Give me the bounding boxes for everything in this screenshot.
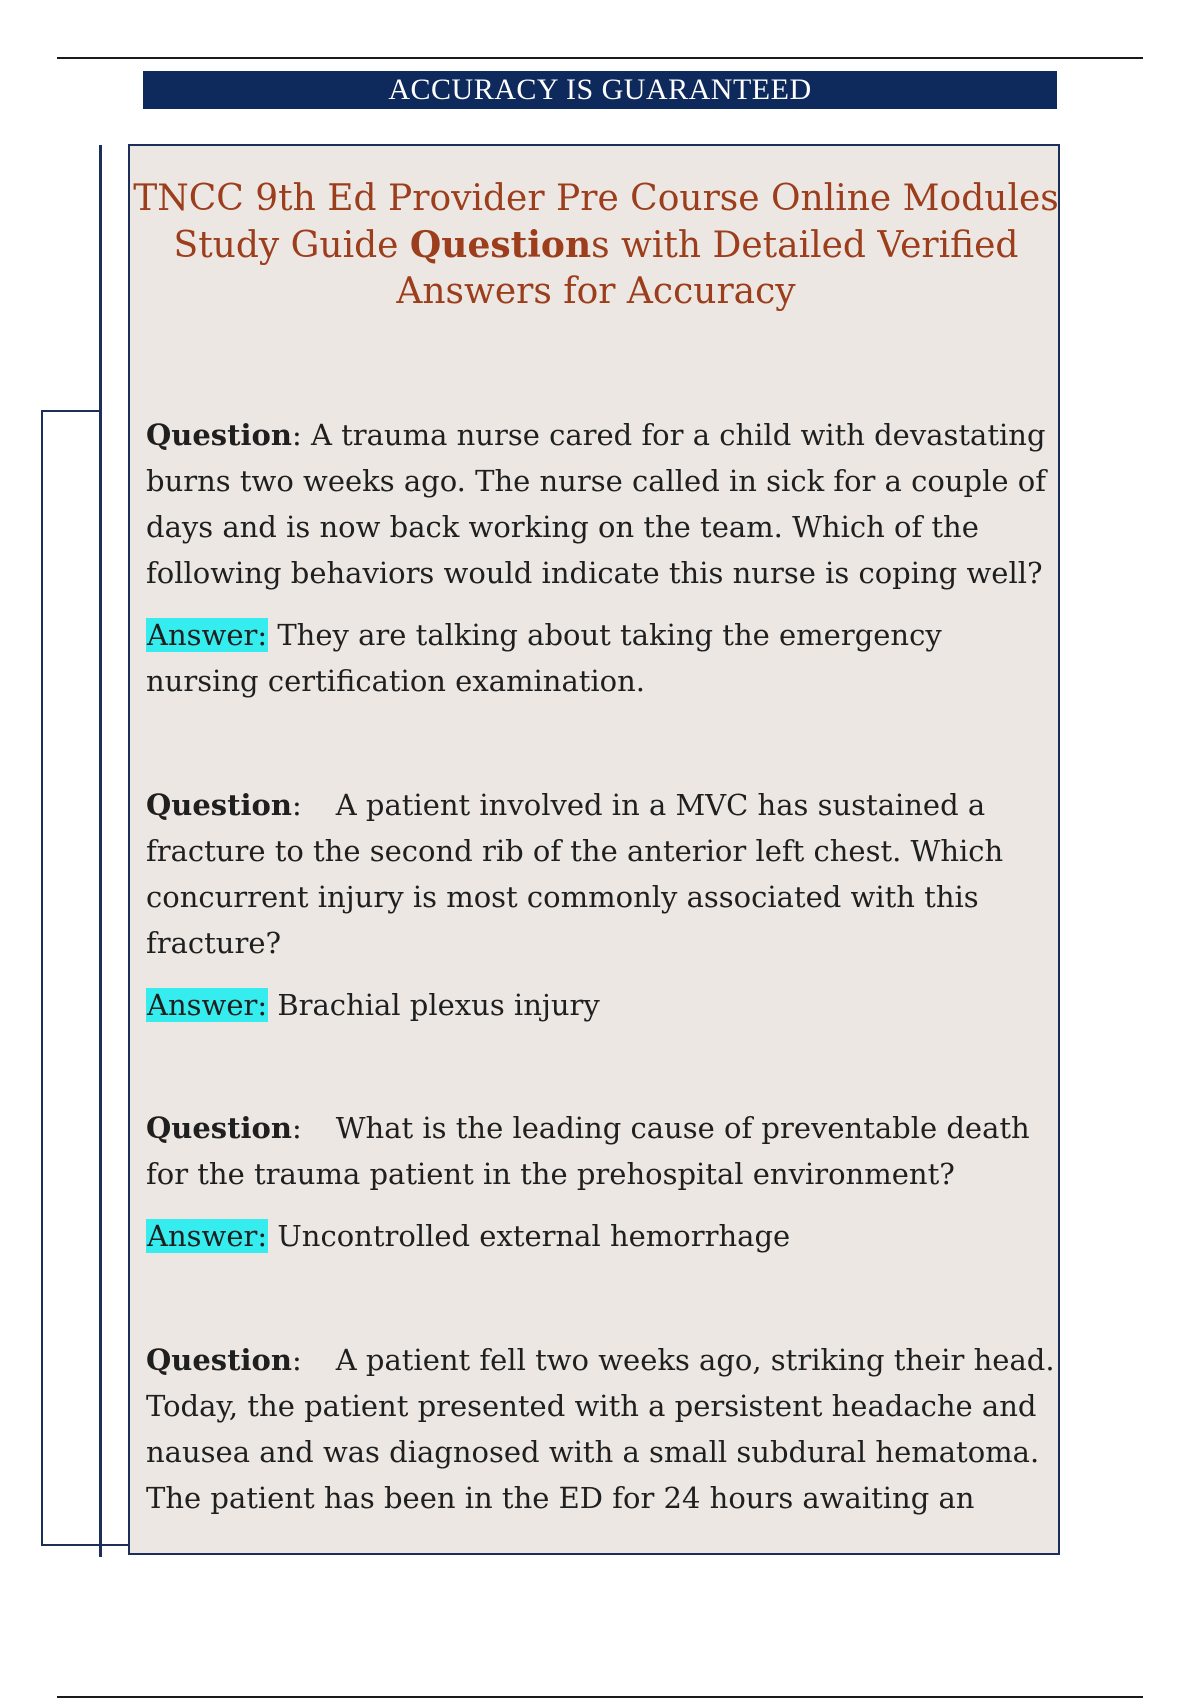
answer-body: Uncontrolled external hemorrhage — [277, 1219, 791, 1253]
question-text: Question: A trauma nurse cared for a child with devastating burns two weeks ago. The nurse called in sick for a couple of days and is now back working on the team. Which of the following behaviors would indicate this nurse is coping well? — [146, 418, 1046, 590]
question-body: What is the leading cause of preventable death for the trauma patient in the prehospital environment? — [146, 1111, 1030, 1191]
qa-item-3 — [146, 1105, 1058, 1259]
top-rule — [57, 57, 1143, 59]
qa-item-2 — [146, 782, 1058, 1028]
answer-label: Answer: — [147, 1219, 268, 1253]
qa-item-1 — [146, 412, 1058, 704]
question-text: Question: A patient fell two weeks ago, striking their head. Today, the patient presented with a persistent headache and nausea and was diagnosed with a small subdural hematoma. The patient has been in the ED for 24 hours awaiting an — [146, 1343, 1055, 1515]
qa-item-4 — [146, 1337, 1058, 1521]
title-bold-word: Question — [409, 224, 592, 266]
title-part-1: TNCC 9th Ed Provider Pre Course Online Modules Study Guide — [133, 178, 1059, 266]
question-text: Question: A patient involved in a MVC has sustained a fracture to the second rib of the anterior left chest. Which concurrent injury is most commonly associated with this fracture? — [146, 788, 1004, 960]
accuracy-banner: ACCURACY IS GUARANTEED — [143, 71, 1057, 109]
question-body: A patient involved in a MVC has sustained a fracture to the second rib of the anterior left chest. Which concurrent injury is most commonly associated with this fracture? — [146, 788, 1004, 960]
bracket-line-vertical — [99, 145, 102, 1557]
question-label: Question — [146, 788, 292, 822]
document-title — [130, 176, 1062, 315]
bracket-line-outer — [41, 410, 43, 1546]
bracket-line-top — [43, 410, 101, 412]
question-body: A patient fell two weeks ago, striking their head. Today, the patient presented with a persistent headache and nausea and was diagnosed with a small subdural hematoma. The patient has been in the ED for 24 hours awaiting an — [146, 1343, 1055, 1515]
title-part-2: s with Detailed Verified Answers for Accuracy — [396, 225, 1019, 312]
answer-body: They are talking about taking the emergency nursing certification examination. — [146, 618, 942, 698]
question-body: A trauma nurse cared for a child with devastating burns two weeks ago. The nurse called in sick for a couple of days and is now back working on the team. Which of the following behaviors would indicate this nurse is coping well? — [146, 418, 1046, 590]
answer-label: Answer: — [147, 618, 268, 652]
answer-label: Answer: — [147, 988, 268, 1022]
bottom-rule — [57, 1696, 1143, 1698]
answer-text — [146, 1213, 1058, 1259]
answer-text — [146, 982, 1058, 1028]
question-label: Question — [146, 1111, 292, 1145]
study-guide-card — [128, 144, 1060, 1555]
question-label: Question — [146, 1343, 292, 1377]
answer-body: Brachial plexus injury — [277, 988, 600, 1022]
question-label: Question — [146, 418, 292, 452]
question-text: Question: What is the leading cause of preventable death for the trauma patient in the prehospital environment? — [146, 1111, 1030, 1191]
answer-text — [146, 612, 1058, 704]
